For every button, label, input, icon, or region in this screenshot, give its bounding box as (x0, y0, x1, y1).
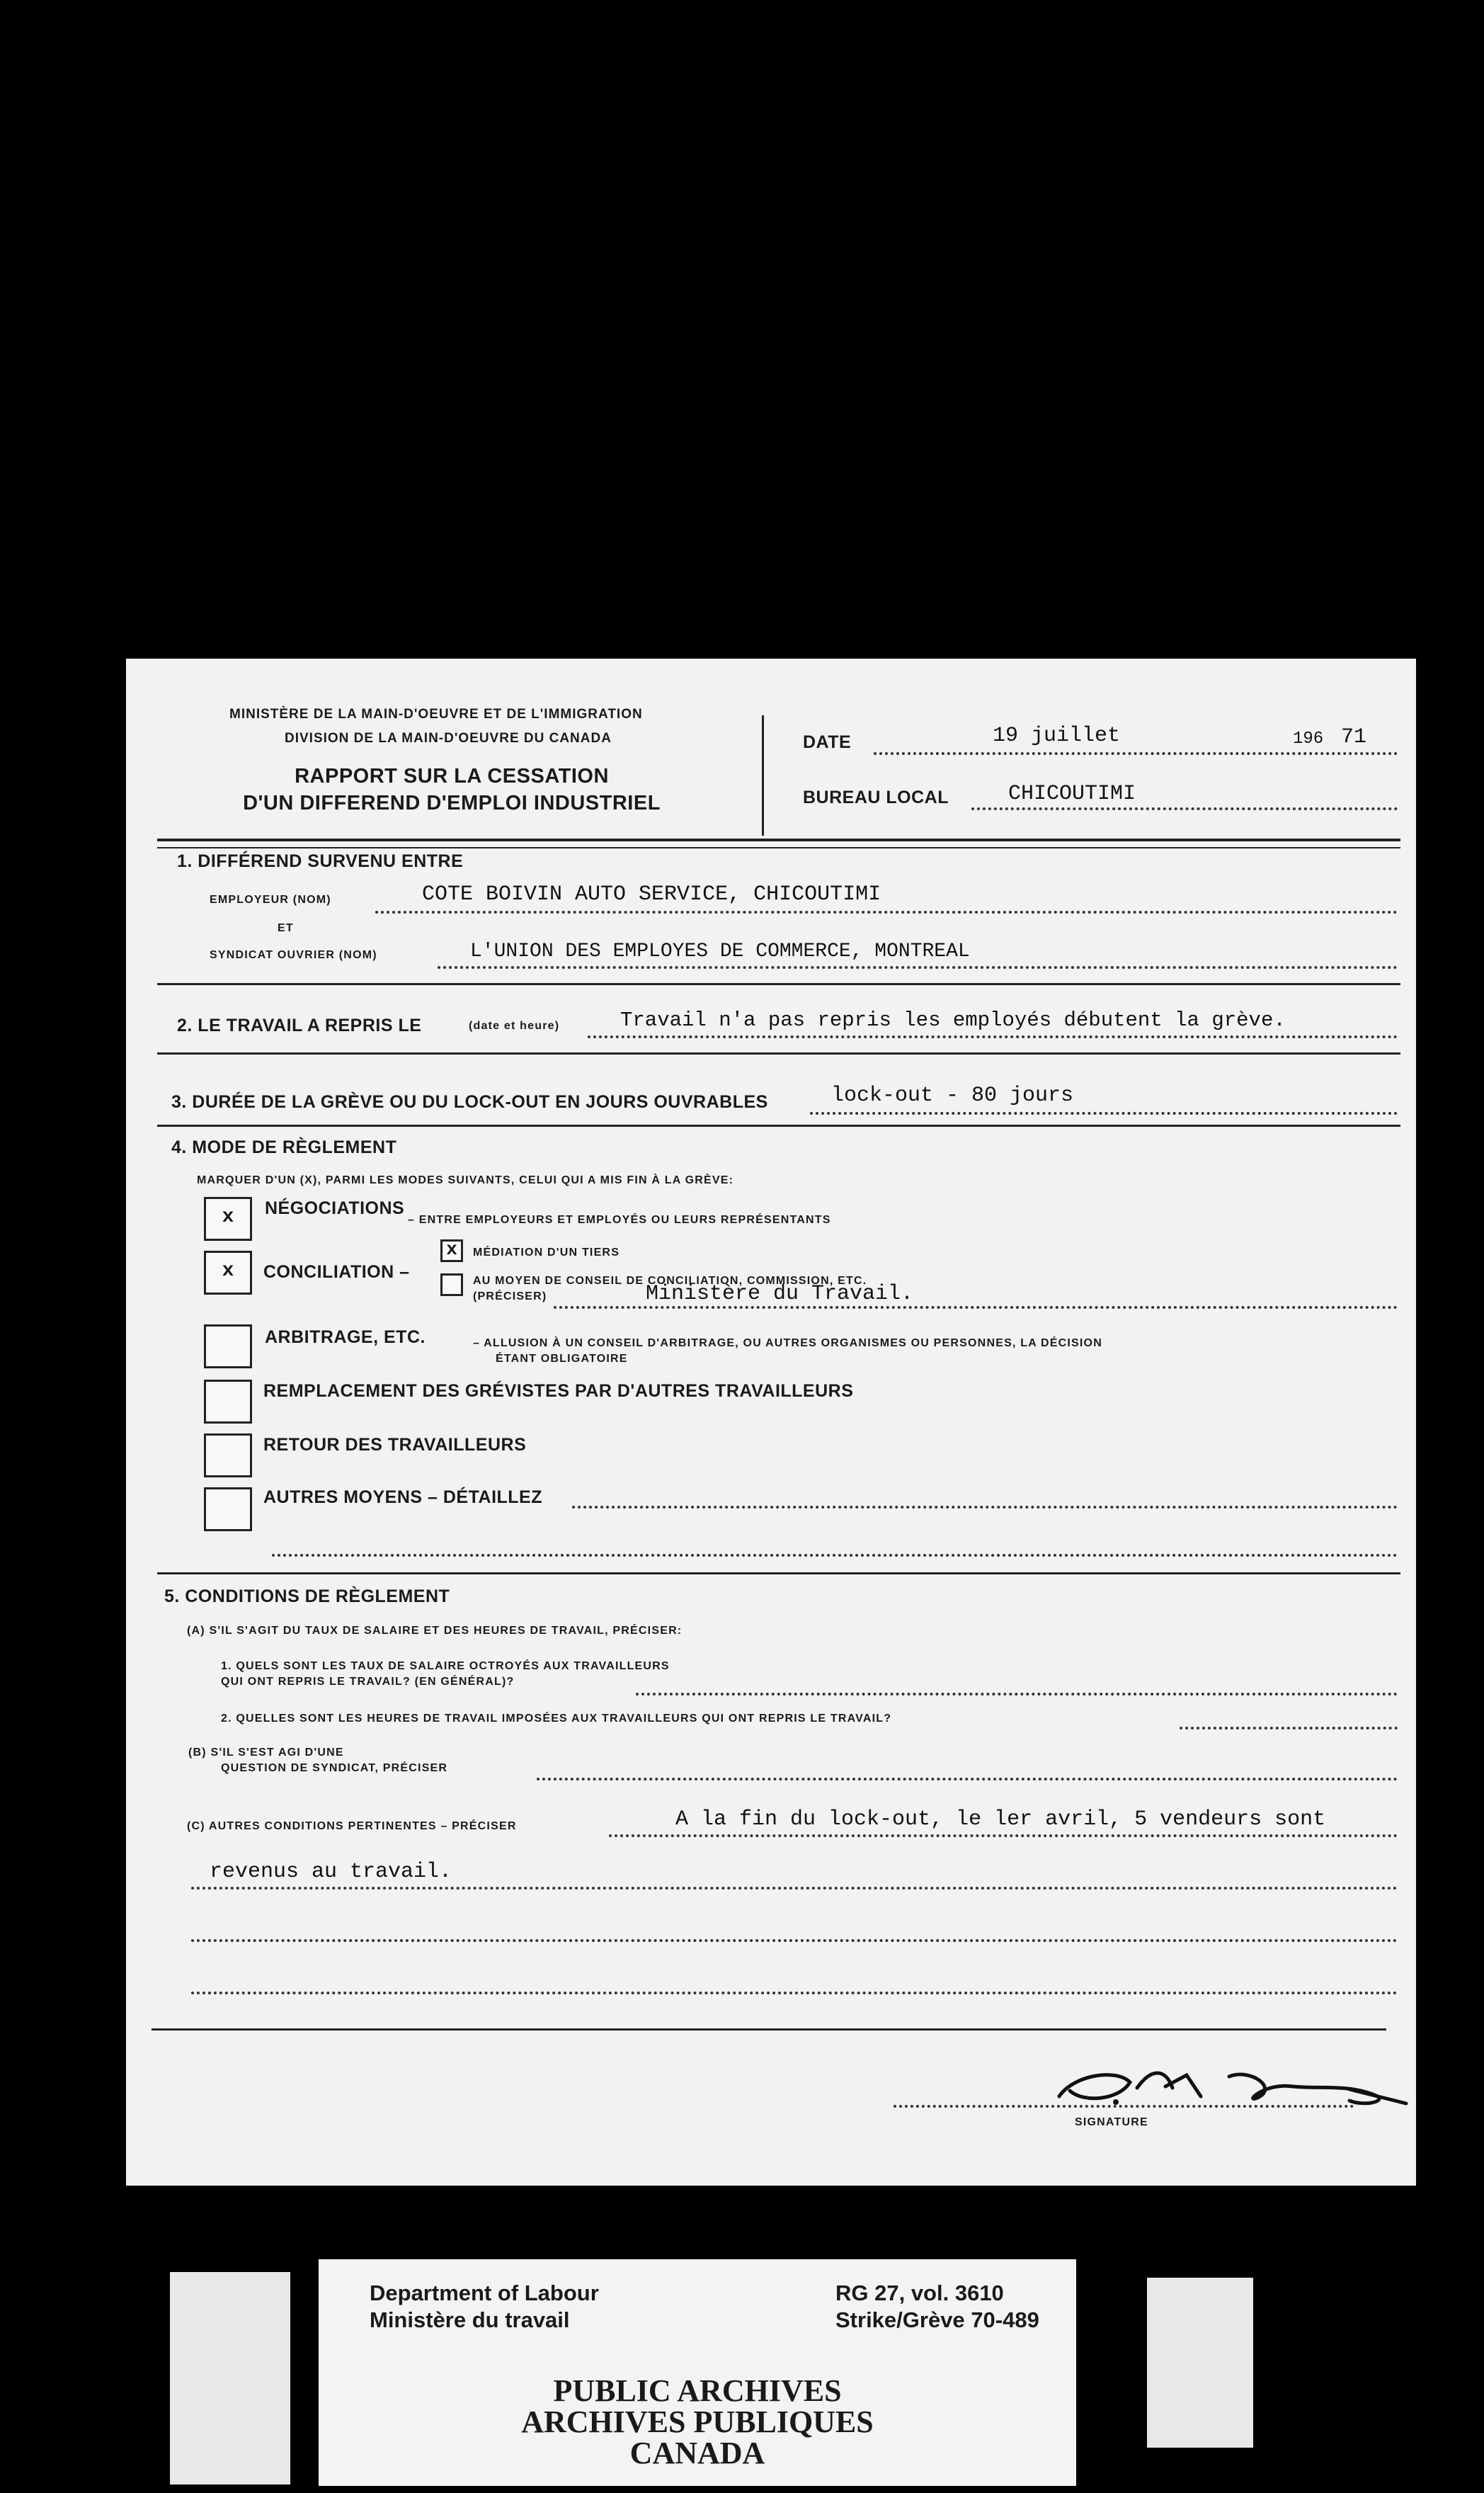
bureau-label: BUREAU LOCAL (803, 788, 949, 807)
section-5b-line-2: QUESTION DE SYNDICAT, PRÉCISER (221, 1762, 448, 1774)
remplacement-checkbox[interactable] (204, 1380, 252, 1424)
ministry-line-2: DIVISION DE LA MAIN-D'OEUVRE DU CANADA (285, 731, 612, 746)
section-5a1-line-1: 1. QUELS SONT LES TAUX DE SALAIRE OCTROYÉS AUX TRAVAILLEURS (221, 1660, 670, 1672)
signature-dots (894, 2105, 1354, 2108)
section-5a-label: (A) S'IL S'AGIT DU TAUX DE SALAIRE ET DES HEURES DE TRAVAIL, PRÉCISER: (187, 1625, 683, 1637)
section-1-title: 1. DIFFÉREND SURVENU ENTRE (177, 851, 464, 871)
dept-fr: Ministère du travail (370, 2307, 570, 2332)
autres-label: AUTRES MOYENS – DÉTAILLEZ (263, 1487, 543, 1507)
preciser-dots (554, 1306, 1398, 1309)
section-4-title: 4. MODE DE RÈGLEMENT (171, 1137, 397, 1157)
preciser-label: (PRÉCISER) (473, 1290, 547, 1302)
section-1-rule (157, 983, 1400, 985)
strike-reference: Strike/Grève 70-489 (835, 2307, 1039, 2332)
conseil-label: AU MOYEN DE CONSEIL DE CONCILIATION, COMMISSION, ETC. (473, 1275, 867, 1287)
arbitrage-label: ARBITRAGE, ETC. (265, 1327, 426, 1347)
date-value: 19 juillet (993, 724, 1121, 748)
section-5-rule (152, 2028, 1386, 2031)
section-5a2-dots (1180, 1727, 1398, 1730)
autres-dots-2 (272, 1554, 1398, 1557)
section-4-rule (157, 1572, 1400, 1574)
section-3-rule (157, 1125, 1400, 1127)
mediation-mark: x (446, 1239, 457, 1260)
employer-label: EMPLOYEUR (NOM) (210, 894, 331, 906)
header-rule-bottom (157, 847, 1400, 848)
handwritten-signature (953, 2047, 1434, 2125)
bureau-value: CHICOUTIMI (1008, 782, 1136, 806)
date-dots (874, 752, 1398, 755)
section-5b-line-1: (B) S'IL S'EST AGI D'UNE (188, 1747, 344, 1759)
signature-label: SIGNATURE (1075, 2116, 1148, 2128)
negociations-mark: x (222, 1206, 234, 1228)
form-title-line-2: D'UN DIFFEREND D'EMPLOI INDUSTRIEL (243, 792, 661, 814)
section-3-value: lock-out - 80 jours (831, 1084, 1074, 1108)
ministry-line-1: MINISTÈRE DE LA MAIN-D'OEUVRE ET DE L'IMMIGRATION (229, 707, 643, 722)
header-divider (762, 715, 764, 836)
section-2-rule (157, 1052, 1400, 1055)
arbitrage-checkbox[interactable] (204, 1324, 252, 1368)
arbitrage-desc-1: – ALLUSION À UN CONSEIL D'ARBITRAGE, OU AUTRES ORGANISMES OU PERSONNES, LA DÉCISION (473, 1337, 1102, 1349)
negociations-desc: – ENTRE EMPLOYEURS ET EMPLOYÉS OU LEURS REPRÉSENTANTS (408, 1214, 831, 1226)
section-5c-dots-4 (191, 1992, 1398, 1994)
mediation-checkbox[interactable] (440, 1239, 463, 1262)
section-4-instruction: MARQUER D'UN (X), PARMI LES MODES SUIVANTS, CELUI QUI A MIS FIN À LA GRÈVE: (197, 1174, 734, 1186)
negociations-checkbox[interactable] (204, 1197, 252, 1241)
conseil-checkbox[interactable] (440, 1273, 463, 1296)
section-2-dots (588, 1035, 1398, 1038)
retour-label: RETOUR DES TRAVAILLEURS (263, 1435, 527, 1455)
right-film-tab (1147, 2278, 1253, 2448)
conciliation-checkbox[interactable] (204, 1251, 252, 1295)
public-archives-line-3: CANADA (629, 2436, 765, 2470)
employer-value: COTE BOIVIN AUTO SERVICE, CHICOUTIMI (422, 882, 881, 907)
dept-en: Department of Labour (370, 2281, 599, 2305)
preciser-value: Ministère du Travail. (646, 1282, 914, 1306)
arbitrage-desc-2: ÉTANT OBLIGATOIRE (496, 1353, 628, 1365)
public-archives-line-2: ARCHIVES PUBLIQUES (521, 2404, 874, 2439)
union-value: L'UNION DES EMPLOYES DE COMMERCE, MONTREAL (470, 941, 970, 962)
section-5c-value-1: A la fin du lock-out, le ler avril, 5 vendeurs sont (675, 1807, 1326, 1832)
section-2-value: Travail n'a pas repris les employés débutent la grève. (620, 1009, 1286, 1032)
header-rule-top (157, 839, 1400, 841)
section-5a1-dots (636, 1693, 1398, 1696)
form-title-line-1: RAPPORT SUR LA CESSATION (295, 765, 609, 788)
section-3-label: 3. DURÉE DE LA GRÈVE OU DU LOCK-OUT EN JOURS OUVRABLES (171, 1092, 768, 1112)
year-prefix: 196 (1293, 729, 1324, 749)
mediation-label: MÉDIATION D'UN TIERS (473, 1246, 620, 1259)
section-5c-label: (C) AUTRES CONDITIONS PERTINENTES – PRÉCISER (187, 1820, 517, 1832)
rg-reference: RG 27, vol. 3610 (835, 2281, 1004, 2305)
section-5-title: 5. CONDITIONS DE RÈGLEMENT (164, 1586, 450, 1606)
date-label: DATE (803, 732, 852, 752)
public-archives-line-1: PUBLIC ARCHIVES (553, 2373, 842, 2408)
autres-dots-1 (572, 1506, 1398, 1509)
form-sheet (126, 659, 1416, 2186)
negociations-label: NÉGOCIATIONS (265, 1198, 405, 1218)
archive-label-card (319, 2259, 1076, 2486)
left-film-tab (170, 2272, 290, 2485)
section-5c-value-2: revenus au travail. (210, 1860, 452, 1884)
autres-checkbox[interactable] (204, 1487, 252, 1531)
section-5c-dots-2 (191, 1887, 1398, 1890)
section-5c-dots-3 (191, 1939, 1398, 1942)
year-value: 71 (1341, 725, 1367, 749)
employer-dots (375, 911, 1398, 914)
section-3-dots (810, 1112, 1398, 1115)
conciliation-mark: x (222, 1260, 234, 1282)
bureau-dots (971, 807, 1398, 810)
section-5c-dots-1 (609, 1834, 1398, 1837)
section-5b-dots (537, 1778, 1398, 1781)
union-label: SYNDICAT OUVRIER (NOM) (210, 949, 377, 961)
union-dots (438, 966, 1398, 969)
conciliation-label: CONCILIATION – (263, 1262, 410, 1282)
remplacement-label: REMPLACEMENT DES GRÉVISTES PAR D'AUTRES TRAVAILLEURS (263, 1381, 854, 1401)
section-2-label: 2. LE TRAVAIL A REPRIS LE (177, 1016, 422, 1035)
section-5a2-label: 2. QUELLES SONT LES HEURES DE TRAVAIL IMPOSÉES AUX TRAVAILLEURS QUI ONT REPRIS LE TRAVAIL? (221, 1713, 892, 1725)
retour-checkbox[interactable] (204, 1433, 252, 1477)
section-2-note: (date et heure) (469, 1020, 560, 1032)
and-label: ET (278, 922, 294, 934)
section-5a1-line-2: QUI ONT REPRIS LE TRAVAIL? (EN GÉNÉRAL)? (221, 1676, 515, 1688)
